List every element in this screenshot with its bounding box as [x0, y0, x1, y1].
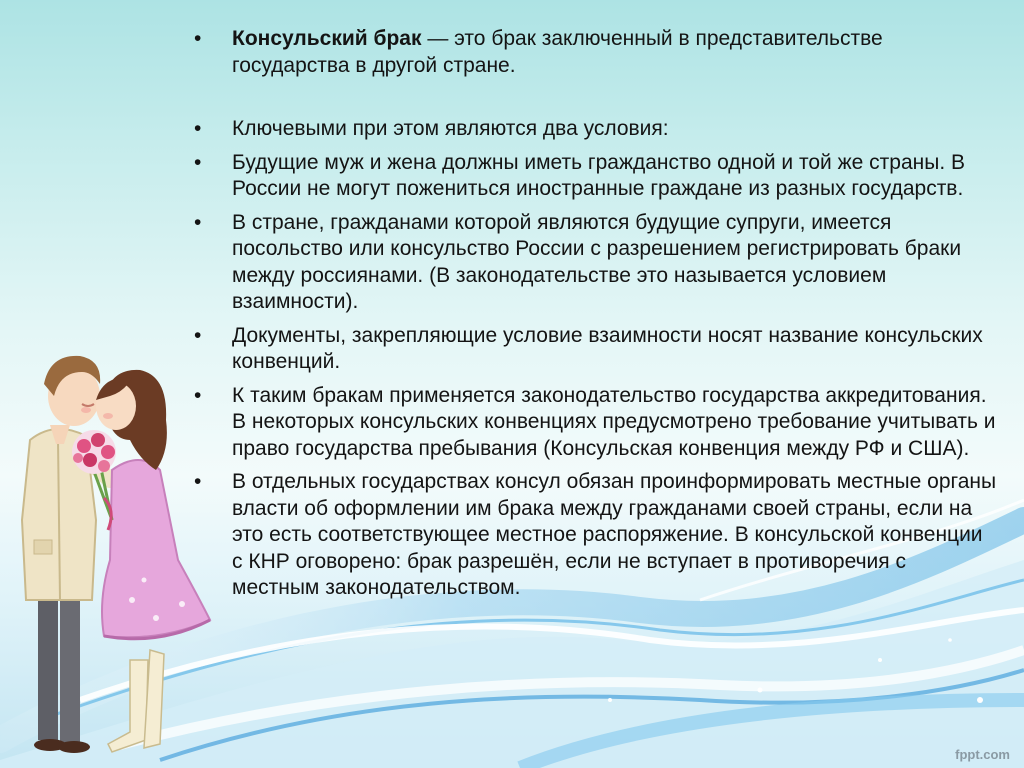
bullet-item — [188, 150, 998, 203]
bullet-marker: • — [194, 27, 202, 50]
bullet-marker: • — [194, 470, 202, 493]
footer-watermark: fppt.com — [955, 747, 1010, 762]
bullet-marker: • — [194, 383, 202, 407]
bullet-marker: • — [194, 150, 202, 174]
bullet-text: — это брак заключенный в представительстве государства в другой стране. — [232, 27, 883, 77]
bullet-item — [188, 116, 998, 143]
bullet-text: Ключевыми при этом являются два условия: — [232, 117, 669, 140]
bullet-text: Документы, закрепляющие условие взаимности носят название консульских конвенций. — [232, 323, 983, 373]
bullet-text: В отдельных государствах консул обязан проинформировать местные органы власти об оформлении им брака между гражданами своей страны, если на это есть соответствующее местное распоряжение. В консульской конвенции с КНР оговорено: брак разрешён, если не вступает в противоречия с местным законодательством. — [232, 470, 997, 599]
bullet-item — [188, 383, 998, 463]
slide-content — [188, 26, 998, 602]
bullet-item — [188, 323, 998, 376]
bullet-text: Будущие муж и жена должны иметь гражданство одной и той же страны. В России не могут пожениться иностранные граждане из разных государств. — [232, 150, 965, 200]
bullet-text: В стране, гражданами которой являются будущие супруги, имеется посольство или консульство России с разрешением регистрировать браки между россиянами. (В законодательстве это называется условием взаимности). — [232, 210, 962, 313]
bullet-marker: • — [194, 117, 202, 140]
bullet-marker: • — [194, 323, 202, 347]
bullet-text: К таким бракам применяется законодательство государства аккредитования. В некоторых консульских конвенциях предусмотрено требование учитывать и право государства пребывания (Консульская конвенция между РФ и США). — [232, 383, 996, 460]
bullet-item — [188, 210, 998, 316]
term-consular-marriage: Консульский брак — [232, 27, 422, 50]
bullet-item — [188, 26, 998, 79]
bullet-item — [188, 469, 998, 602]
bullet-marker: • — [194, 210, 202, 234]
